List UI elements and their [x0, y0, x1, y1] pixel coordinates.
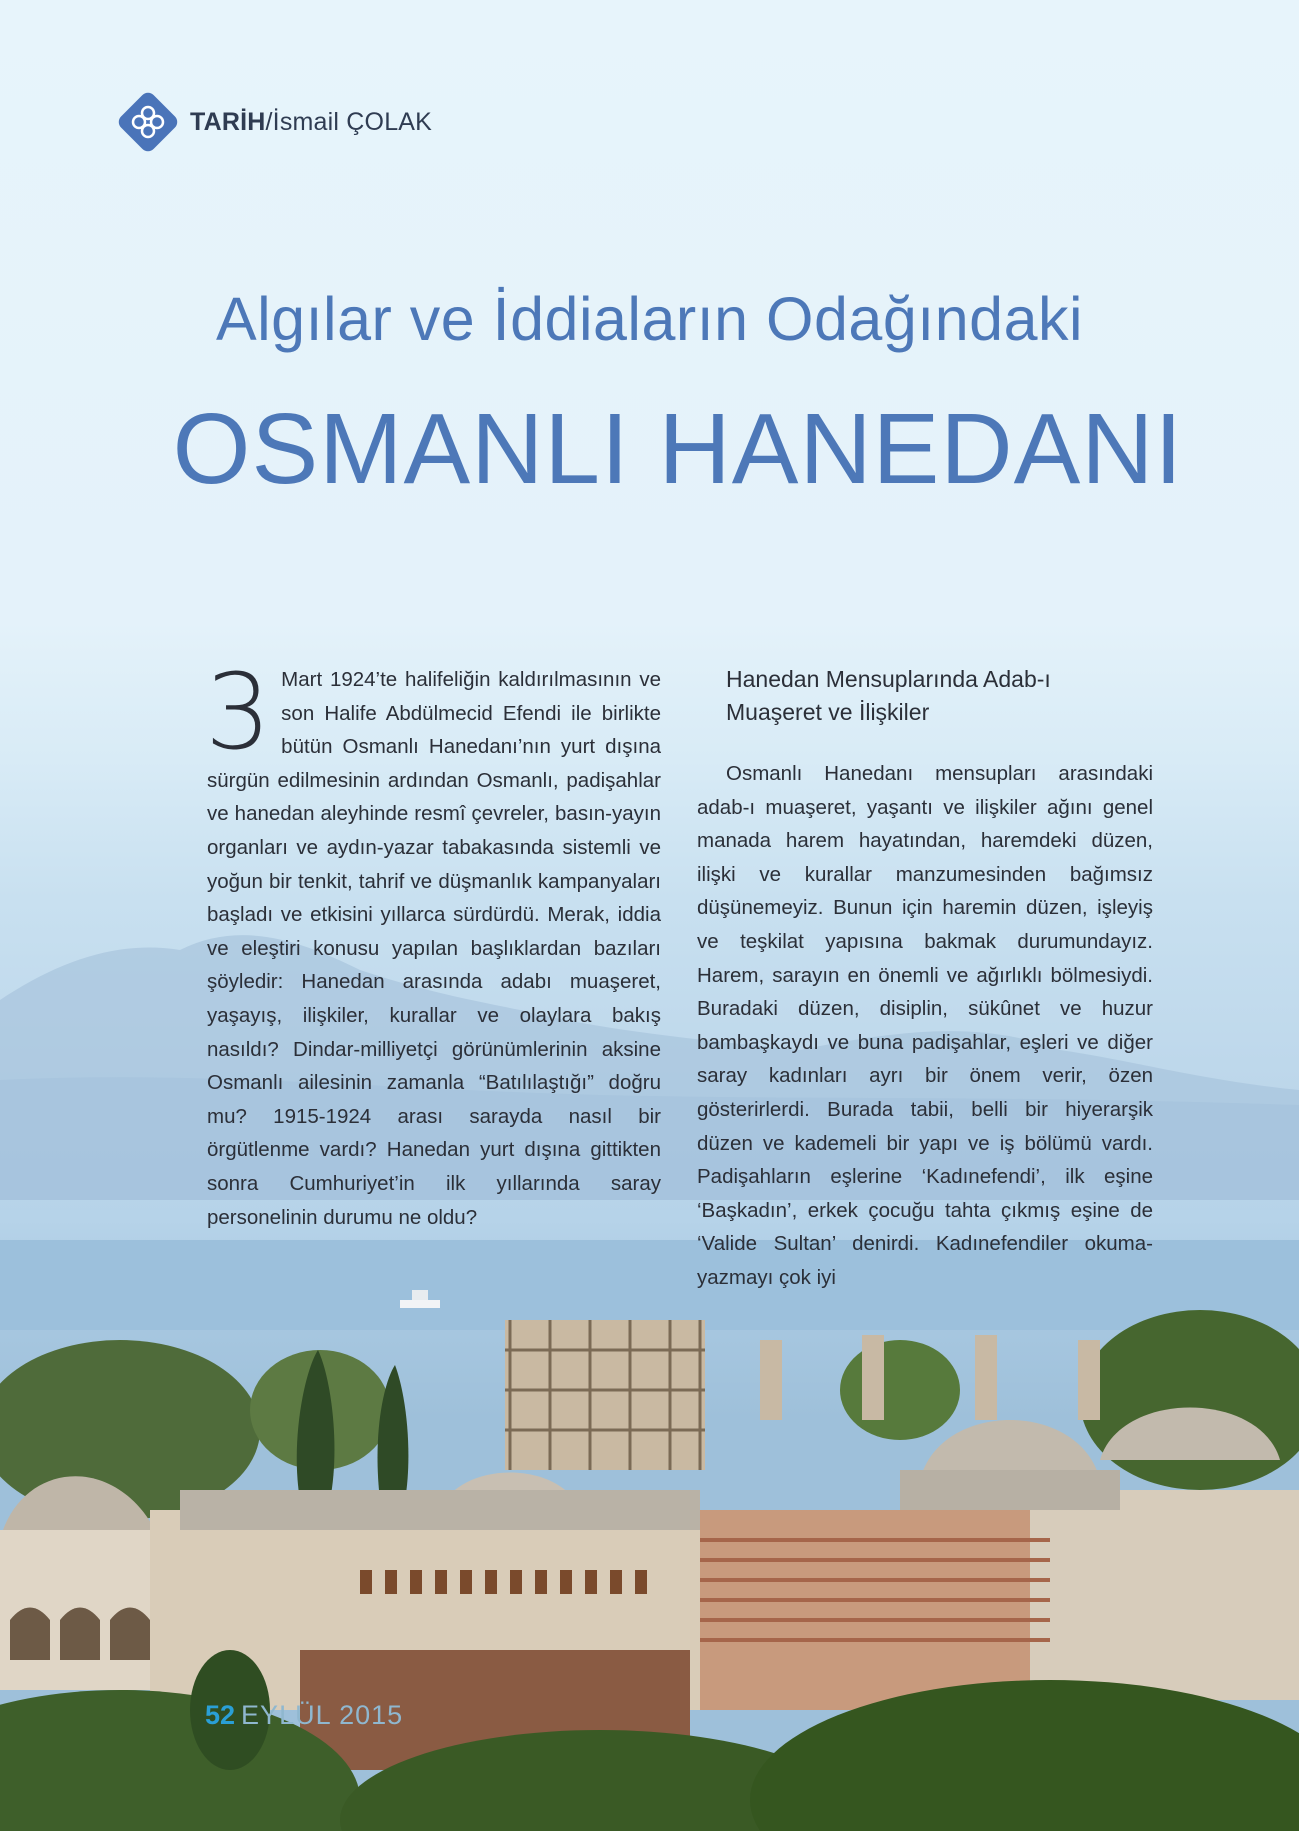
- article-title: OSMANLI HANEDANI: [172, 393, 1184, 505]
- page-number: 52: [205, 1700, 236, 1730]
- intro-column: [205, 651, 661, 1234]
- intro-paragraph: Mart 1924’te halifeliğin kaldırılmasının ve son Halife Abdülmecid Efendi ile birlikte bütün Osmanlı Hanedanı’nın yurt dışına sürgün edilmesinin ardından Osmanlı, padişahlar ve hanedan aleyhinde resmî çevreler, basın-yayın organları ve aydın-yazar tabakasında sistemli ve yoğun bir tenkit, tahrif ve düşmanlık kampanyaları başladı ve etkisini yıllarca sürdürdü. Merak, iddia ve eleştiri konusu yapılan başlıklardan bazıları şöyledir: Hanedan arasında adabı muaşeret, yaşayış, ilişkiler, kurallar ve olaylara bakış nasıldı? Dindar-milliyetçi görünümlerinin aksine Osmanlı ailesinin zamanla “Batılılaştığı” doğru mu? 1915-1924 arası sarayda nasıl bir örgütlenme vardı? Hanedan yurt dışına gittikten sonra Cumhuriyet’in ilk yıllarında saray personelinin durumu ne oldu?: [207, 668, 661, 1229]
- section-label: [190, 108, 432, 137]
- author-name: /İsmail ÇOLAK: [265, 107, 433, 136]
- section-subheading: Hanedan Mensuplarında Adab-ı Muaşeret ve İlişkiler: [726, 666, 1051, 725]
- section-header: [114, 88, 432, 156]
- section-category: TARİH: [190, 107, 266, 136]
- body-paragraph: Osmanlı Hanedanı mensupları arasındaki adab-ı muaşeret, yaşantı ve ilişkiler ağını genel manada harem hayatından, haremdeki düzen, ilişki ve kurallar manzumesinden bağımsız düşünemeyiz. Bunun için haremin düzen, işleyiş ve teşkilat yapısına bakmak durumundayız. Harem, sarayın en önemli ve ağırlıklı bölmesiydi. Buradaki düzen, disiplin, sükûnet ve huzur bambaşkaydı ve buna padişahlar, eşleri ve diğer saray kadınları ayrı bir önem verir, özen gösterirlerdi. Burada tabii, belli bir hiyerarşik düzen ve kademeli bir yapı ve iş bölümü vardı. Padişahların eşlerine ‘Kadınefendi’, ilk eşine ‘Başkadın’, erkek çocuğu tahta çıkmış eşine de ‘Valide Sultan’ denirdi. Kadınefendiler okuma-yazmayı çok iyi: [697, 762, 1153, 1289]
- issue-date: EYLÜL 2015: [241, 1700, 404, 1730]
- drop-cap: 3: [205, 651, 272, 773]
- ornament-diamond-icon: [114, 88, 182, 156]
- page-folio: [205, 1700, 403, 1731]
- article-kicker: Algılar ve İddiaların Odağındaki: [215, 285, 1084, 353]
- topkapi-palace-photo: [0, 1240, 1299, 1831]
